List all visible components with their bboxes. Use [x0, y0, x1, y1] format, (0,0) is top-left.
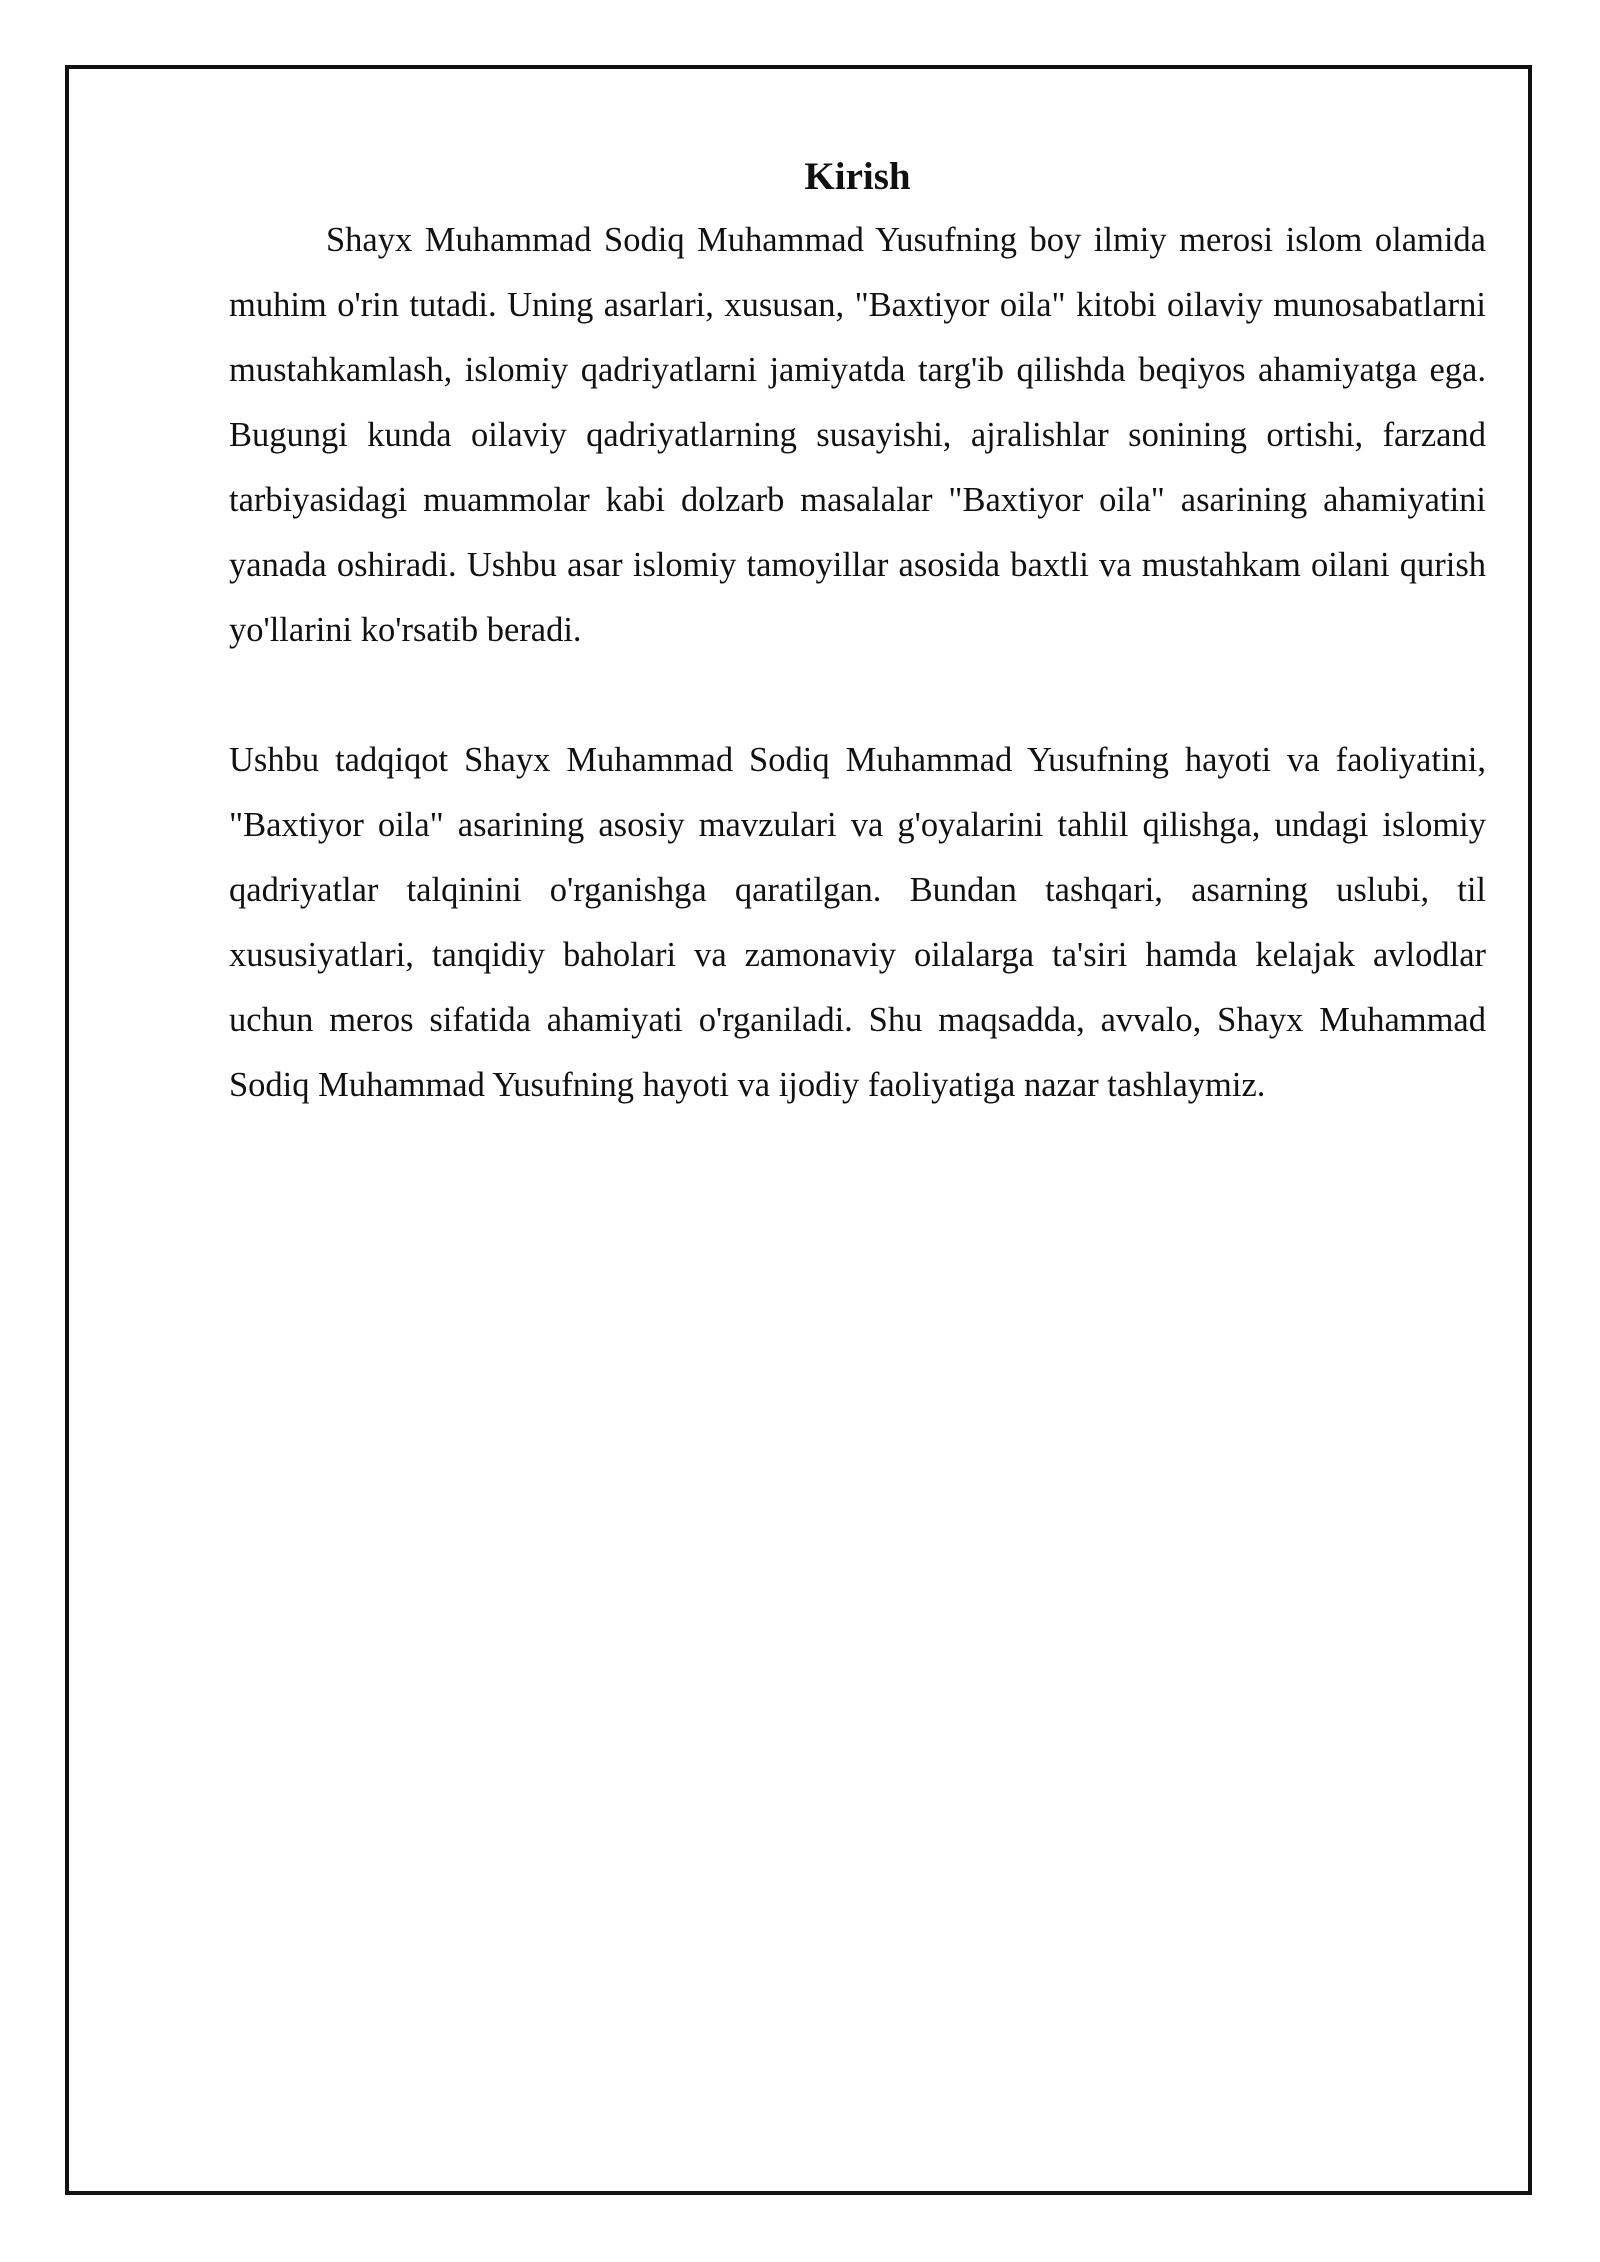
paragraph-spacer	[229, 663, 1486, 728]
page-title: Kirish	[804, 155, 911, 198]
paragraph-1: Shayx Muhammad Sodiq Muhammad Yusufning boy ilmiy merosi islom olamida muhim o'rin tutadi. Uning asarlari, xususan, "Baxtiyor oila" kitobi oilaviy munosabatlarni mustahkamlash, islomiy qadriyatlarni jamiyatda targ'ib qilishda beqiyos ahamiyatga ega. Bugungi kunda oilaviy qadriyatlarning susayishi, ajralishlar sonining ortishi, farzand tarbiyasidagi muammolar kabi dolzarb masalalar "Baxtiyor oila" asarining ahamiyatini yanada oshiradi. Ushbu asar islomiy tamoyillar asosida baxtli va mustahkam oilani qurish yo'llarini ko'rsatib beradi.	[229, 221, 1486, 649]
paragraph-2: Ushbu tadqiqot Shayx Muhammad Sodiq Muhammad Yusufning hayoti va faoliyatini, "Baxtiyor oila" asarining asosiy mavzulari va g'oyalarini tahlil qilishga, undagi islomiy qadriyatlar talqinini o'rganishga qaratilgan. Bundan tashqari, asarning uslubi, til xususiyatlari, tanqidiy baholari va zamonaviy oilalarga ta'siri hamda kelajak avlodlar uchun meros sifatida ahamiyati o'rganiladi. Shu maqsadda, avvalo, Shayx Muhammad Sodiq Muhammad Yusufning hayoti va ijodiy faoliyatiga nazar tashlaymiz.	[229, 741, 1486, 1104]
document-body	[229, 148, 1486, 1118]
